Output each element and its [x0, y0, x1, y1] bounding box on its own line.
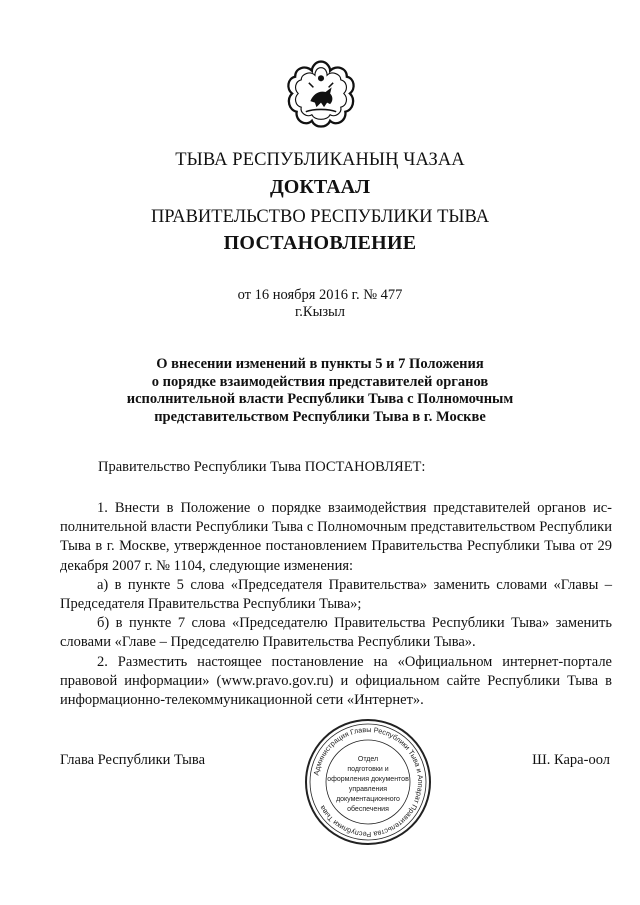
government-heading: ПРАВИТЕЛЬСТВО РЕСПУБЛИКИ ТЫВА [150, 207, 490, 227]
seal-center-line: обеспечения [347, 806, 389, 813]
seal-ring-text: Администрация Главы Республики Тыва и Аппарат Правительства Республики Тыва [311, 724, 426, 840]
seal-center-line: документационного [336, 796, 400, 803]
resolution-body [60, 499, 612, 710]
signatory-name: Ш. Кара-оол [532, 752, 610, 768]
republic-tyva-heading: ТЫВА РЕСПУБЛИКАНЫҢ ЧАЗАА [175, 150, 465, 170]
seal-center-line: управления [348, 786, 388, 793]
postanovlenie-heading: ПОСТАНОВЛЕНИЕ [223, 232, 417, 254]
title-line: исполнительной власти Республики Тыва с Полномочным [126, 391, 514, 407]
intro-text: Правительство Республики Тыва ПОСТАНОВЛЯЕТ: [98, 459, 426, 475]
seal-center-line: подготовки и [347, 766, 389, 773]
paragraph-1a: а) в пункте 5 слова «Председателя Правительства» заменить словами «Главы – Председателя Правительства Республики Тыва»; [60, 576, 612, 613]
tuva-coat-of-arms-icon [283, 57, 359, 133]
paragraph-1: 1. Внести в Положение о порядке взаимодействия представителей органов исполнительной власти Республики Тыва с Полномочным представительством Республики Тыва в г. Москве, утвержденное постановлением Правительства Республики Тыва от 29 декабря 2007 г. № 1104, следующие изменения: [60, 500, 612, 574]
official-seal-stamp [303, 717, 433, 847]
intro-line [98, 458, 640, 477]
date-number: от 16 ноября 2016 г. № 477 [237, 287, 403, 303]
paragraph-1b: б) в пункте 7 слова «Председателю Правительства Республики Тыва» заменить словами «Главе – Председателю Правительства Республики Тыва». [60, 615, 612, 651]
signatory-position: Глава Республики Тыва [60, 752, 206, 768]
document-title [60, 356, 580, 426]
seal-center-line: оформления документов [327, 776, 409, 783]
title-line: представительством Республики Тыва в г. Москве [154, 408, 486, 425]
title-line: о порядке взаимодействия представителей органов [151, 373, 489, 390]
city: г.Кызыл [294, 304, 346, 320]
title-line: О внесении изменений в пункты 5 и 7 Положения [156, 356, 484, 372]
paragraph-2: 2. Разместить настоящее постановление на «Официальном интернет-портале правовой информации» (www.pravo.gov.ru) и официальном сайте Республики Тыва в информационно-телекоммуникационной сети «Интернет». [60, 653, 612, 709]
seal-center-line: Отдел [357, 756, 379, 763]
doktaal-heading: ДОКТААЛ [270, 176, 370, 198]
